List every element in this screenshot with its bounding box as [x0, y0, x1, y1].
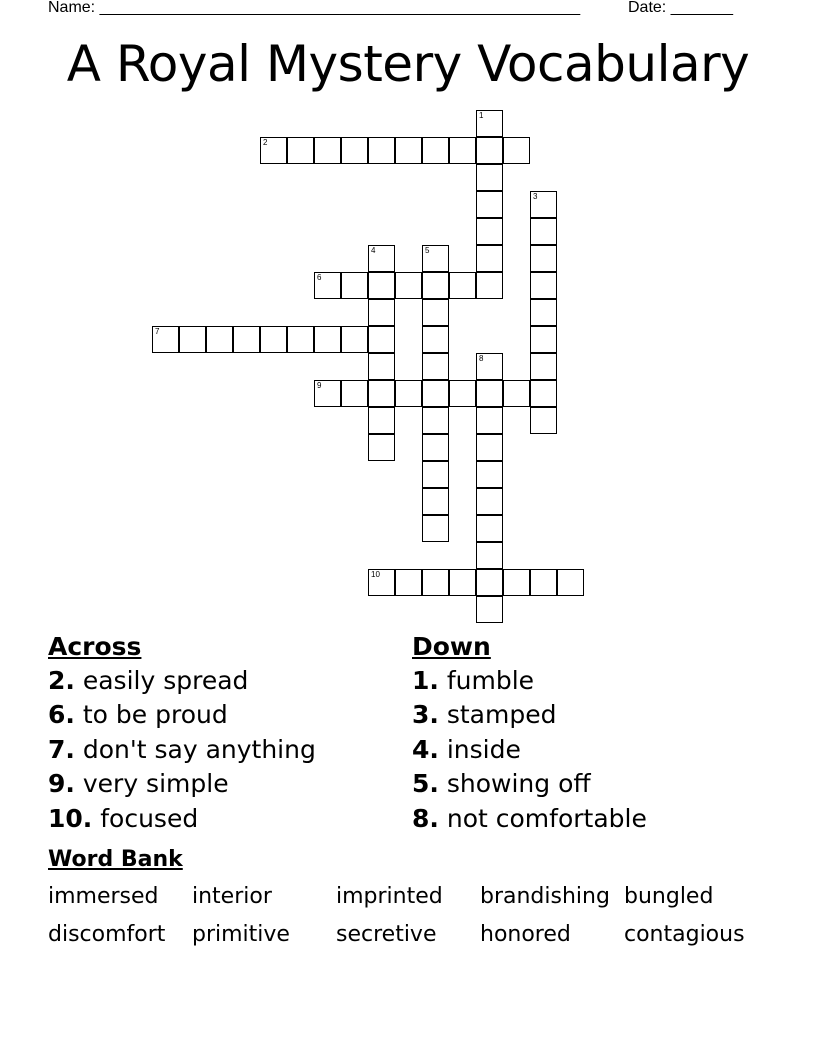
crossword-cell[interactable]: [476, 110, 503, 137]
crossword-cell[interactable]: [395, 569, 422, 596]
clue-text: focused: [100, 803, 199, 833]
crossword-cell[interactable]: [503, 137, 530, 164]
word-bank-heading: Word Bank: [48, 847, 183, 872]
crossword-cell[interactable]: [368, 299, 395, 326]
crossword-cell[interactable]: [476, 380, 503, 407]
down-heading: Down: [412, 632, 491, 661]
word-bank-item: interior: [192, 884, 272, 909]
crossword-cell[interactable]: [503, 380, 530, 407]
crossword-cell[interactable]: [476, 164, 503, 191]
name-field[interactable]: Name: ______________________________________________________: [48, 0, 581, 16]
word-bank-item: imprinted: [336, 884, 443, 909]
crossword-cell[interactable]: [530, 353, 557, 380]
word-bank-item: contagious: [624, 922, 745, 947]
crossword-cell[interactable]: [314, 380, 341, 407]
down-clue: [412, 802, 647, 836]
crossword-cell[interactable]: [530, 380, 557, 407]
word-bank-item: bungled: [624, 884, 714, 909]
clue-number: 3.: [412, 700, 439, 730]
crossword-cell[interactable]: [341, 326, 368, 353]
crossword-cell[interactable]: [314, 272, 341, 299]
down-clue: [412, 733, 647, 767]
across-clue: [48, 664, 316, 698]
crossword-cell[interactable]: [530, 245, 557, 272]
crossword-cell[interactable]: [422, 326, 449, 353]
crossword-cell[interactable]: [341, 380, 368, 407]
crossword-cell[interactable]: [341, 137, 368, 164]
crossword-cell[interactable]: [287, 326, 314, 353]
crossword-cell[interactable]: [476, 461, 503, 488]
crossword-cell[interactable]: [368, 245, 395, 272]
crossword-cell[interactable]: [314, 137, 341, 164]
clue-text: showing off: [446, 769, 591, 799]
across-clue: [48, 733, 316, 767]
crossword-cell[interactable]: [557, 569, 584, 596]
crossword-cell[interactable]: [530, 272, 557, 299]
clue-number: 5.: [412, 769, 439, 799]
across-clue: [48, 767, 316, 801]
clue-number: 9.: [48, 769, 75, 799]
clue-number-label: 7: [155, 327, 160, 336]
clue-number-label: 8: [479, 354, 484, 363]
crossword-cell[interactable]: [395, 272, 422, 299]
crossword-cell[interactable]: [530, 218, 557, 245]
clue-number: 2.: [48, 666, 75, 695]
crossword-cell[interactable]: [422, 461, 449, 488]
crossword-cell[interactable]: [449, 137, 476, 164]
crossword-cell[interactable]: [422, 434, 449, 461]
clue-text: don't say anything: [82, 734, 316, 764]
clue-number: 4.: [412, 734, 439, 764]
crossword-cell[interactable]: [476, 515, 503, 542]
clue-text: stamped: [446, 700, 557, 730]
clue-number: 1.: [412, 666, 439, 695]
crossword-cell[interactable]: [530, 299, 557, 326]
crossword-cell[interactable]: [368, 407, 395, 434]
crossword-cell[interactable]: [422, 515, 449, 542]
across-clue: [48, 698, 316, 732]
clue-number-label: 10: [371, 570, 380, 579]
clue-number: 10.: [48, 803, 93, 833]
crossword-cell[interactable]: [476, 407, 503, 434]
clue-number-label: 5: [425, 246, 430, 255]
crossword-cell[interactable]: [449, 272, 476, 299]
crossword-cell[interactable]: [395, 137, 422, 164]
clue-text: fumble: [446, 666, 535, 695]
crossword-cell[interactable]: [530, 569, 557, 596]
crossword-cell[interactable]: [422, 353, 449, 380]
crossword-cell[interactable]: [260, 326, 287, 353]
crossword-cell[interactable]: [503, 569, 530, 596]
down-clue: [412, 767, 647, 801]
crossword-cell[interactable]: [422, 488, 449, 515]
crossword-cell[interactable]: [341, 272, 368, 299]
clue-number: 6.: [48, 700, 75, 730]
word-bank-item: discomfort: [48, 922, 166, 947]
crossword-cell[interactable]: [368, 137, 395, 164]
crossword-cell[interactable]: [476, 218, 503, 245]
crossword-cell[interactable]: [476, 272, 503, 299]
crossword-cell[interactable]: [476, 353, 503, 380]
clue-text: inside: [446, 734, 521, 764]
crossword-cell[interactable]: [449, 569, 476, 596]
word-bank-item: secretive: [336, 922, 437, 947]
crossword-cell[interactable]: [476, 569, 503, 596]
clue-number-label: 4: [371, 246, 376, 255]
crossword-cell[interactable]: [476, 434, 503, 461]
page-title: A Royal Mystery Vocabulary: [66, 35, 750, 93]
crossword-cell[interactable]: [476, 137, 503, 164]
crossword-cell[interactable]: [233, 326, 260, 353]
clue-number-label: 2: [263, 138, 268, 147]
crossword-cell[interactable]: [422, 569, 449, 596]
across-clue: [48, 802, 316, 836]
crossword-cell[interactable]: [368, 569, 395, 596]
clue-number-label: 3: [533, 192, 538, 201]
word-bank-item: honored: [480, 922, 571, 947]
crossword-cell[interactable]: [395, 380, 422, 407]
crossword-cell[interactable]: [476, 191, 503, 218]
crossword-cell[interactable]: [476, 542, 503, 569]
crossword-cell[interactable]: [368, 326, 395, 353]
down-clue: [412, 664, 647, 698]
crossword-cell[interactable]: [287, 137, 314, 164]
word-bank-item: brandishing: [480, 884, 610, 909]
clue-number: 8.: [412, 803, 439, 833]
crossword-cell[interactable]: [476, 596, 503, 623]
crossword-cell[interactable]: [179, 326, 206, 353]
across-clues: [48, 630, 316, 836]
crossword-cell[interactable]: [476, 488, 503, 515]
clue-number-label: 9: [317, 381, 322, 390]
crossword-cell[interactable]: [449, 380, 476, 407]
crossword-cell[interactable]: [368, 353, 395, 380]
crossword-cell[interactable]: [476, 245, 503, 272]
crossword-cell[interactable]: [368, 272, 395, 299]
crossword-cell[interactable]: [530, 326, 557, 353]
crossword-cell[interactable]: [422, 137, 449, 164]
crossword-cell[interactable]: [530, 407, 557, 434]
crossword-cell[interactable]: [530, 191, 557, 218]
clue-number-label: 6: [317, 273, 322, 282]
clue-number: 7.: [48, 734, 75, 764]
crossword-cell[interactable]: [152, 326, 179, 353]
clue-number-label: 1: [479, 111, 484, 120]
clue-text: not comfortable: [446, 803, 647, 833]
crossword-cell[interactable]: [260, 137, 287, 164]
crossword-cell[interactable]: [422, 299, 449, 326]
clue-text: to be proud: [82, 700, 228, 730]
down-clue: [412, 698, 647, 732]
crossword-cell[interactable]: [368, 434, 395, 461]
crossword-cell[interactable]: [422, 407, 449, 434]
across-heading: Across: [48, 632, 142, 661]
word-bank-item: primitive: [192, 922, 290, 947]
crossword-cell[interactable]: [422, 380, 449, 407]
crossword-cell[interactable]: [206, 326, 233, 353]
down-clues: [412, 630, 647, 836]
crossword-cell[interactable]: [314, 326, 341, 353]
crossword-cell[interactable]: [422, 272, 449, 299]
clue-text: easily spread: [82, 666, 249, 695]
word-bank-item: immersed: [48, 884, 159, 909]
crossword-cell[interactable]: [368, 380, 395, 407]
date-field[interactable]: Date: _______: [628, 0, 733, 16]
crossword-cell[interactable]: [422, 245, 449, 272]
clue-text: very simple: [82, 769, 229, 799]
